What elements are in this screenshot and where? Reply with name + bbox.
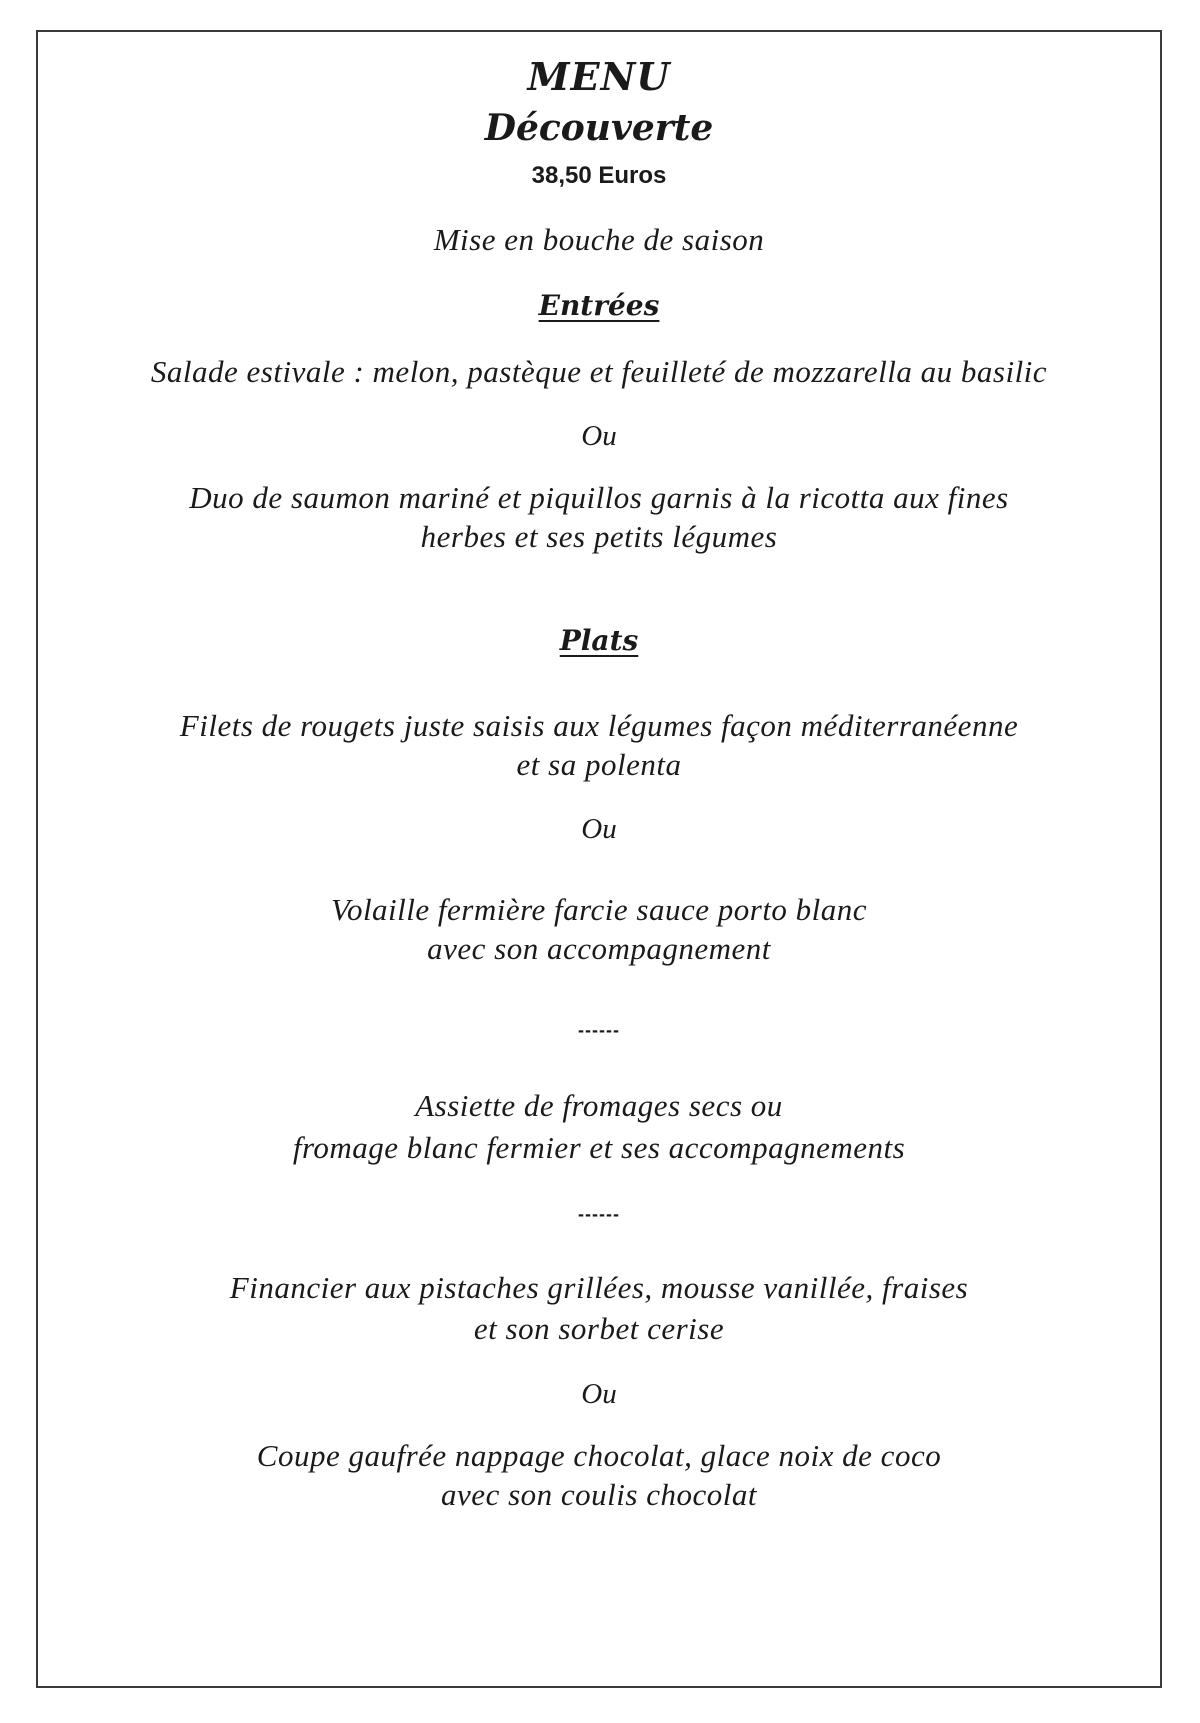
- menu-price: 38,50 Euros: [531, 162, 667, 189]
- plat-dish-2-line-1: Volaille fermière farcie sauce porto blanc: [330, 892, 868, 927]
- plats-heading: Plats: [559, 624, 639, 657]
- fromages-line-2: fromage blanc fermier et ses accompagnements: [292, 1130, 906, 1165]
- plat-dish-2-line-2: avec son accompagnement: [427, 931, 771, 966]
- desserts-or: Ou: [581, 1378, 617, 1410]
- dessert-dish-1-line-2: et son sorbet cerise: [473, 1311, 725, 1346]
- amuse-bouche: Mise en bouche de saison: [433, 222, 765, 257]
- dessert-dish-2-line-2: avec son coulis chocolat: [441, 1477, 757, 1512]
- plat-dish-1-line-1: Filets de rougets juste saisis aux légumes façon méditerranéenne: [179, 708, 1019, 743]
- menu-subtitle: Découverte: [484, 107, 714, 149]
- entrees-or: Ou: [581, 420, 617, 452]
- entree-dish-1: Salade estivale : melon, pastèque et feuilleté de mozzarella au basilic: [150, 354, 1048, 389]
- dessert-dish-1-line-1: Financier aux pistaches grillées, mousse vanillée, fraises: [229, 1270, 969, 1305]
- menu-frame: [36, 30, 1162, 1688]
- plats-or: Ou: [581, 813, 617, 845]
- fromages-line-1: Assiette de fromages secs ou: [415, 1088, 783, 1123]
- entrees-heading: Entrées: [538, 289, 660, 322]
- dessert-dish-2-line-1: Coupe gaufrée nappage chocolat, glace noix de coco: [256, 1438, 942, 1473]
- plat-dish-1-line-2: et sa polenta: [516, 747, 682, 782]
- entree-dish-2-line-1: Duo de saumon mariné et piquillos garnis à la ricotta aux fines: [189, 480, 1009, 515]
- separator-1: ------: [578, 1020, 620, 1040]
- menu-title: MENU: [527, 54, 671, 99]
- entree-dish-2-line-2: herbes et ses petits légumes: [420, 519, 778, 554]
- separator-2: ------: [578, 1204, 620, 1224]
